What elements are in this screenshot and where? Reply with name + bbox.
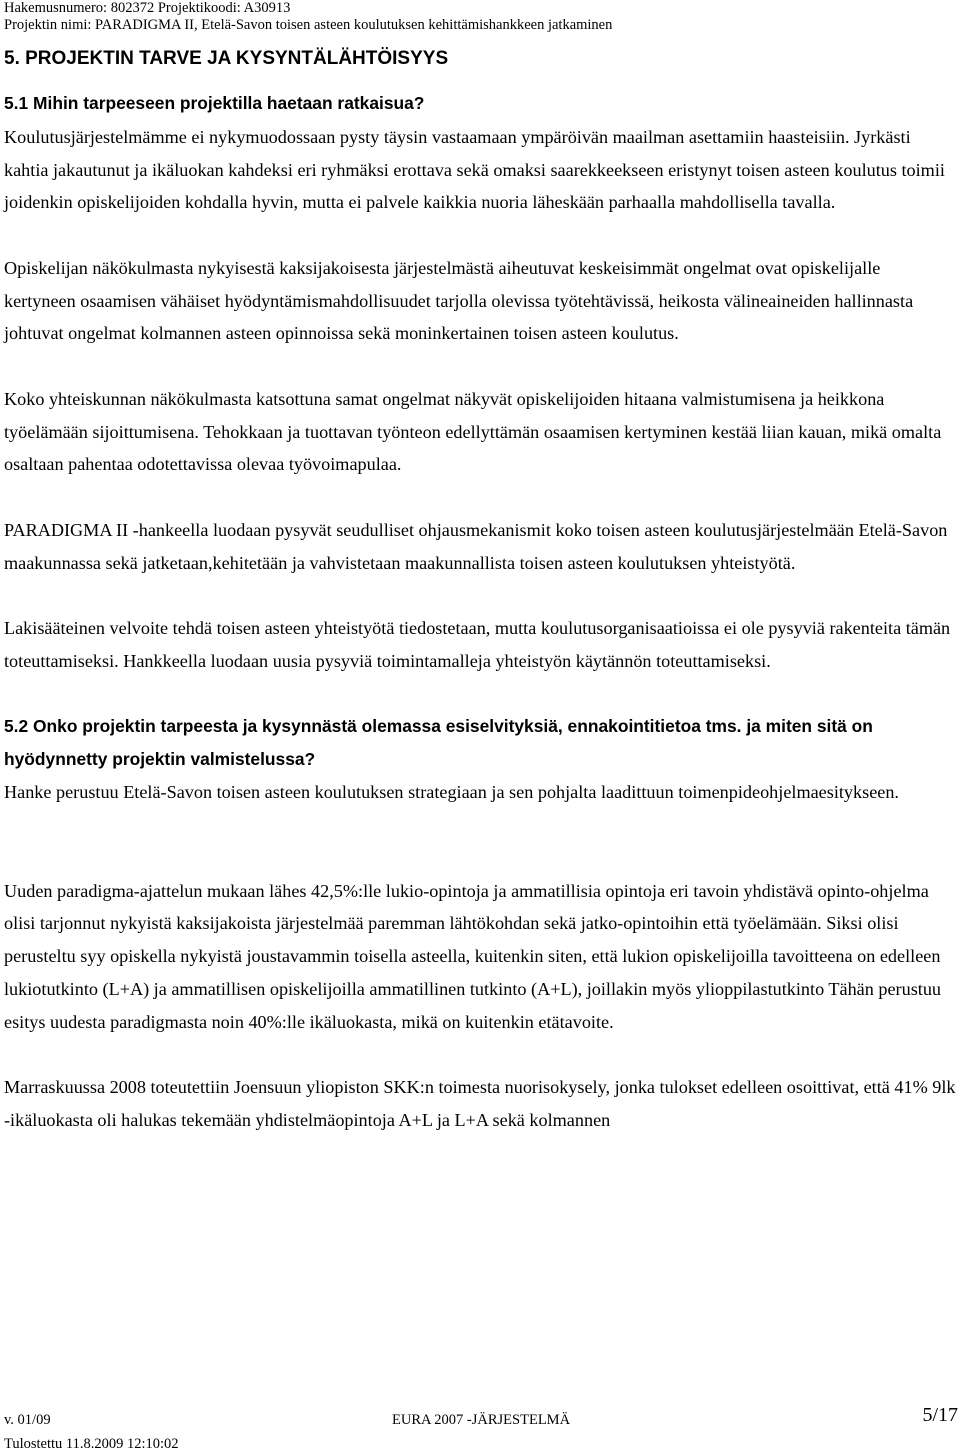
section-title: 5. PROJEKTIN TARVE JA KYSYNTÄLÄHTÖISYYS: [4, 48, 449, 69]
q1-paragraph-1: Koulutusjärjestelmämme ei nykymuodossaan pysty täysin vastaamaan ympäröivän maailman asettamiin haasteisiin. Jyrkästi kahtia jakautunut ja ikäluokan kahdeksi eri ryhmäksi erottava sekä omaksi saarekkeekseen eristynyt toisen asteen koulutus toimii joidenkin opiskelijoiden kohdalla hyvin, mutta ei palvele kaikkia nuoria läheskään parhaalla mahdollisella tavalla.: [4, 126, 945, 213]
document-footer: [4, 1404, 958, 1454]
q2-paragraph-3: Marraskuussa 2008 toteutettiin Joensuun yliopiston SKK:n toimesta nuorisokysely, jonka tulokset edelleen osoittivat, että 41% 9lk -ikäluokasta oli halukas tekemään yhdistelmäopintoja A+L ja L+A sekä kolmannen: [4, 1077, 956, 1130]
system-name: EURA 2007 -JÄRJESTELMÄ: [392, 1412, 571, 1428]
question-5-1-heading: 5.1 Mihin tarpeeseen projektilla haetaan ratkaisua?: [4, 93, 425, 113]
q2-paragraph-2: Uuden paradigma-ajattelun mukaan lähes 42,5%:lle lukio-opintoja ja ammatillisia opintoja eri tavoin yhdistävä opinto-ohjelma olisi tarjonnut nykyistä kaksijakoista järjestelmää paremman lähtökohdan sekä jatko-opintoihin että työelämään. Siksi olisi perusteltu syy opiskella nykyistä joustavammin toisella asteella, kuitenkin siten, että lukion opiskelijoilla tavoitteena on edelleen lukiotutkinto (L+A) ja ammatillisen opiskelijoilla ammatillinen tutkinto (A+L), joillakin myös ylioppilastutkinto Tähän perustuu esitys uudesta paradigmasta noin 40%:lle ikäluokasta, mikä on kuitenkin etätavoite.: [4, 880, 942, 1032]
print-timestamp: Tulostettu 11.8.2009 12:10:02: [4, 1436, 179, 1452]
document-body: [4, 87, 956, 1169]
q2-paragraph-1: Hanke perustuu Etelä-Savon toisen asteen koulutuksen strategiaan ja sen pohjalta laadittuun toimenpideohjelmaesitykseen.: [4, 781, 899, 802]
document-header: [4, 0, 954, 34]
q1-paragraph-4: PARADIGMA II -hankeella luodaan pysyvät seudulliset ohjausmekanismit koko toisen asteen koulutusjärjestelmään Etelä-Savon maakunnassa sekä jatketaan,kehitetään ja vahvistetaan maakunnallista toisen asteen koulutuksen yhteistyötä.: [4, 519, 948, 573]
form-version: v. 01/09: [4, 1412, 51, 1428]
q1-paragraph-3: Koko yhteiskunnan näkökulmasta katsottuna samat ongelmat näkyvät opiskelijoiden hitaana valmistumisena ja heikkona työelämään sijoittumisena. Tehokkaan ja tuottavan työnteon edellyttämän osaamisen kertyminen kestää liian kauan, mikä omalta osaltaan pahentaa odotettavissa olevaa työvoimapulaa.: [4, 388, 942, 475]
page-number: 5/17: [922, 1404, 958, 1426]
question-5-2-heading: 5.2 Onko projektin tarpeesta ja kysynnästä olemassa esiselvityksiä, ennakointitietoa tms. ja miten sitä on hyödynnetty projektin valmistelussa?: [4, 716, 873, 769]
project-name-line: Projektin nimi: PARADIGMA II, Etelä-Savon toisen asteen koulutuksen kehittämishankkeen jatkaminen: [4, 17, 613, 33]
application-number-line: Hakemusnumero: 802372 Projektikoodi: A30913: [4, 0, 291, 16]
q1-paragraph-2: Opiskelijan näkökulmasta nykyisestä kaksijakoisesta järjestelmästä aiheutuvat keskeisimmät ongelmat ovat opiskelijalle kertyneen osaamisen vähäiset hyödyntämismahdollisuudet tarjolla olevissa työtehtävissä, heikosta välineaineiden hallinnasta johtuvat ongelmat kolmannen asteen opinnoissa sekä moninkertainen toisen asteen koulutus.: [4, 257, 914, 344]
q1-paragraph-5: Lakisääteinen velvoite tehdä toisen asteen yhteistyötä tiedostetaan, mutta koulutusorganisaatioissa ei ole pysyviä rakenteita tämän toteuttamiseksi. Hankkeella luodaan uusia pysyviä toimintamalleja yhteistyön käytännön toteuttamiseksi.: [4, 617, 951, 671]
